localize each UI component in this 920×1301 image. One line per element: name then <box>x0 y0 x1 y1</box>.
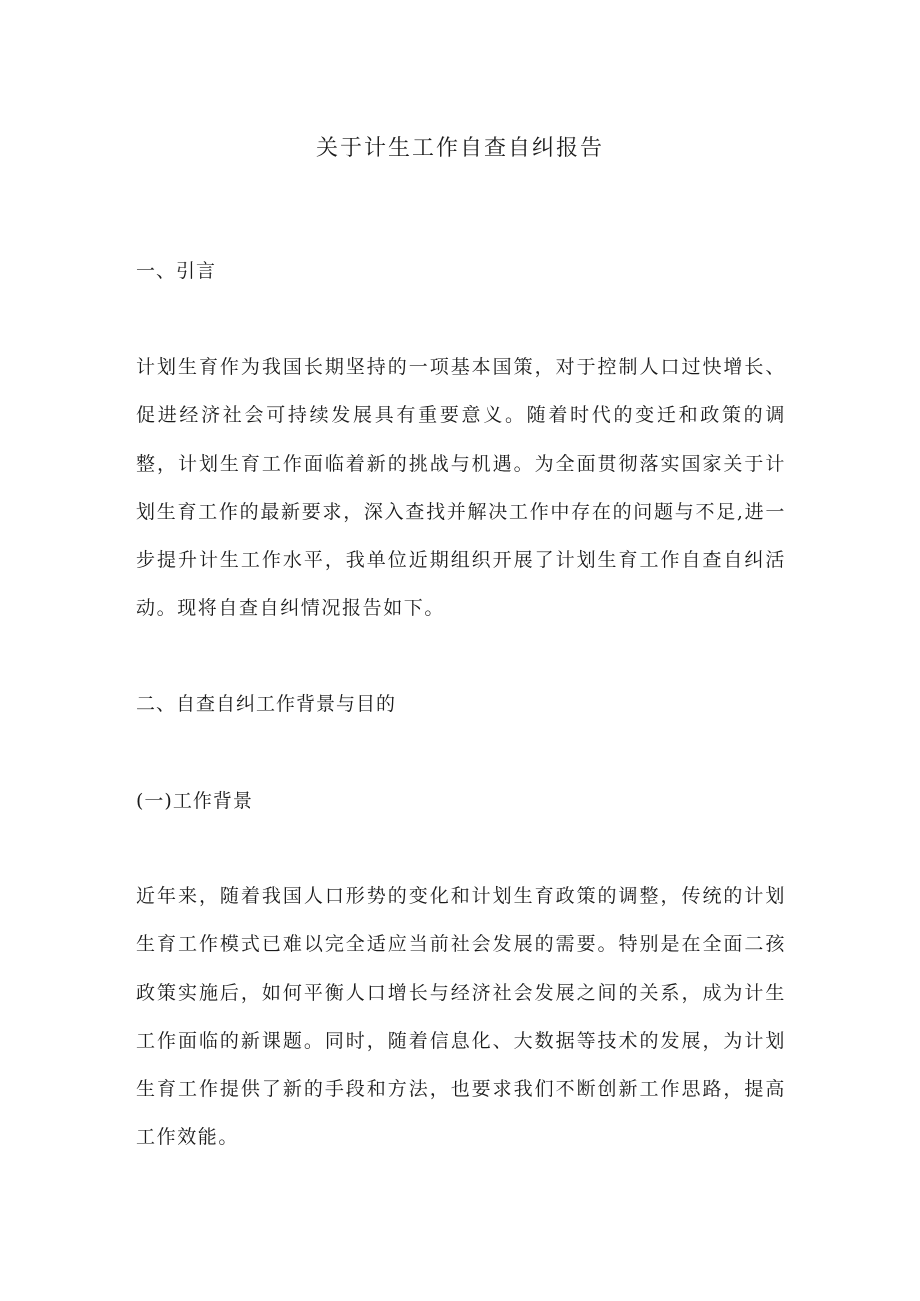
document-title: 关于计生工作自查自纠报告 <box>315 136 604 161</box>
introduction-paragraph: 计划生育作为我国长期坚持的一项基本国策，对于控制人口过快增长、促进经济社会可持续发展具有重要意义。随着时代的变迁和政策的调整，计划生育工作面临着新的挑战与机遇。为全面贯彻落实国家关于计划生育工作的最新要求，深入查找并解决工作中存在的问题与不足,进一步提升计生工作水平，我单位近期组织开展了计划生育工作自查自纠活动。现将自查自纠情况报告如下。 <box>136 356 786 620</box>
section-heading-background-and-purpose: 二、自查自纠工作背景与目的 <box>136 693 397 715</box>
section-heading-introduction: 一、引言 <box>136 260 217 282</box>
work-background-paragraph: 近年来，随着我国人口形势的变化和计划生育政策的调整，传统的计划生育工作模式已难以完全适应当前社会发展的需要。特别是在全面二孩政策实施后，如何平衡人口增长与经济社会发展之间的关系，成为计生工作面临的新课题。同时，随着信息化、大数据等技术的发展，为计划生育工作提供了新的手段和方法，也要求我们不断创新工作思路，提高工作效能。 <box>136 885 786 1149</box>
subsection-heading-work-background: (一)工作背景 <box>136 790 253 812</box>
